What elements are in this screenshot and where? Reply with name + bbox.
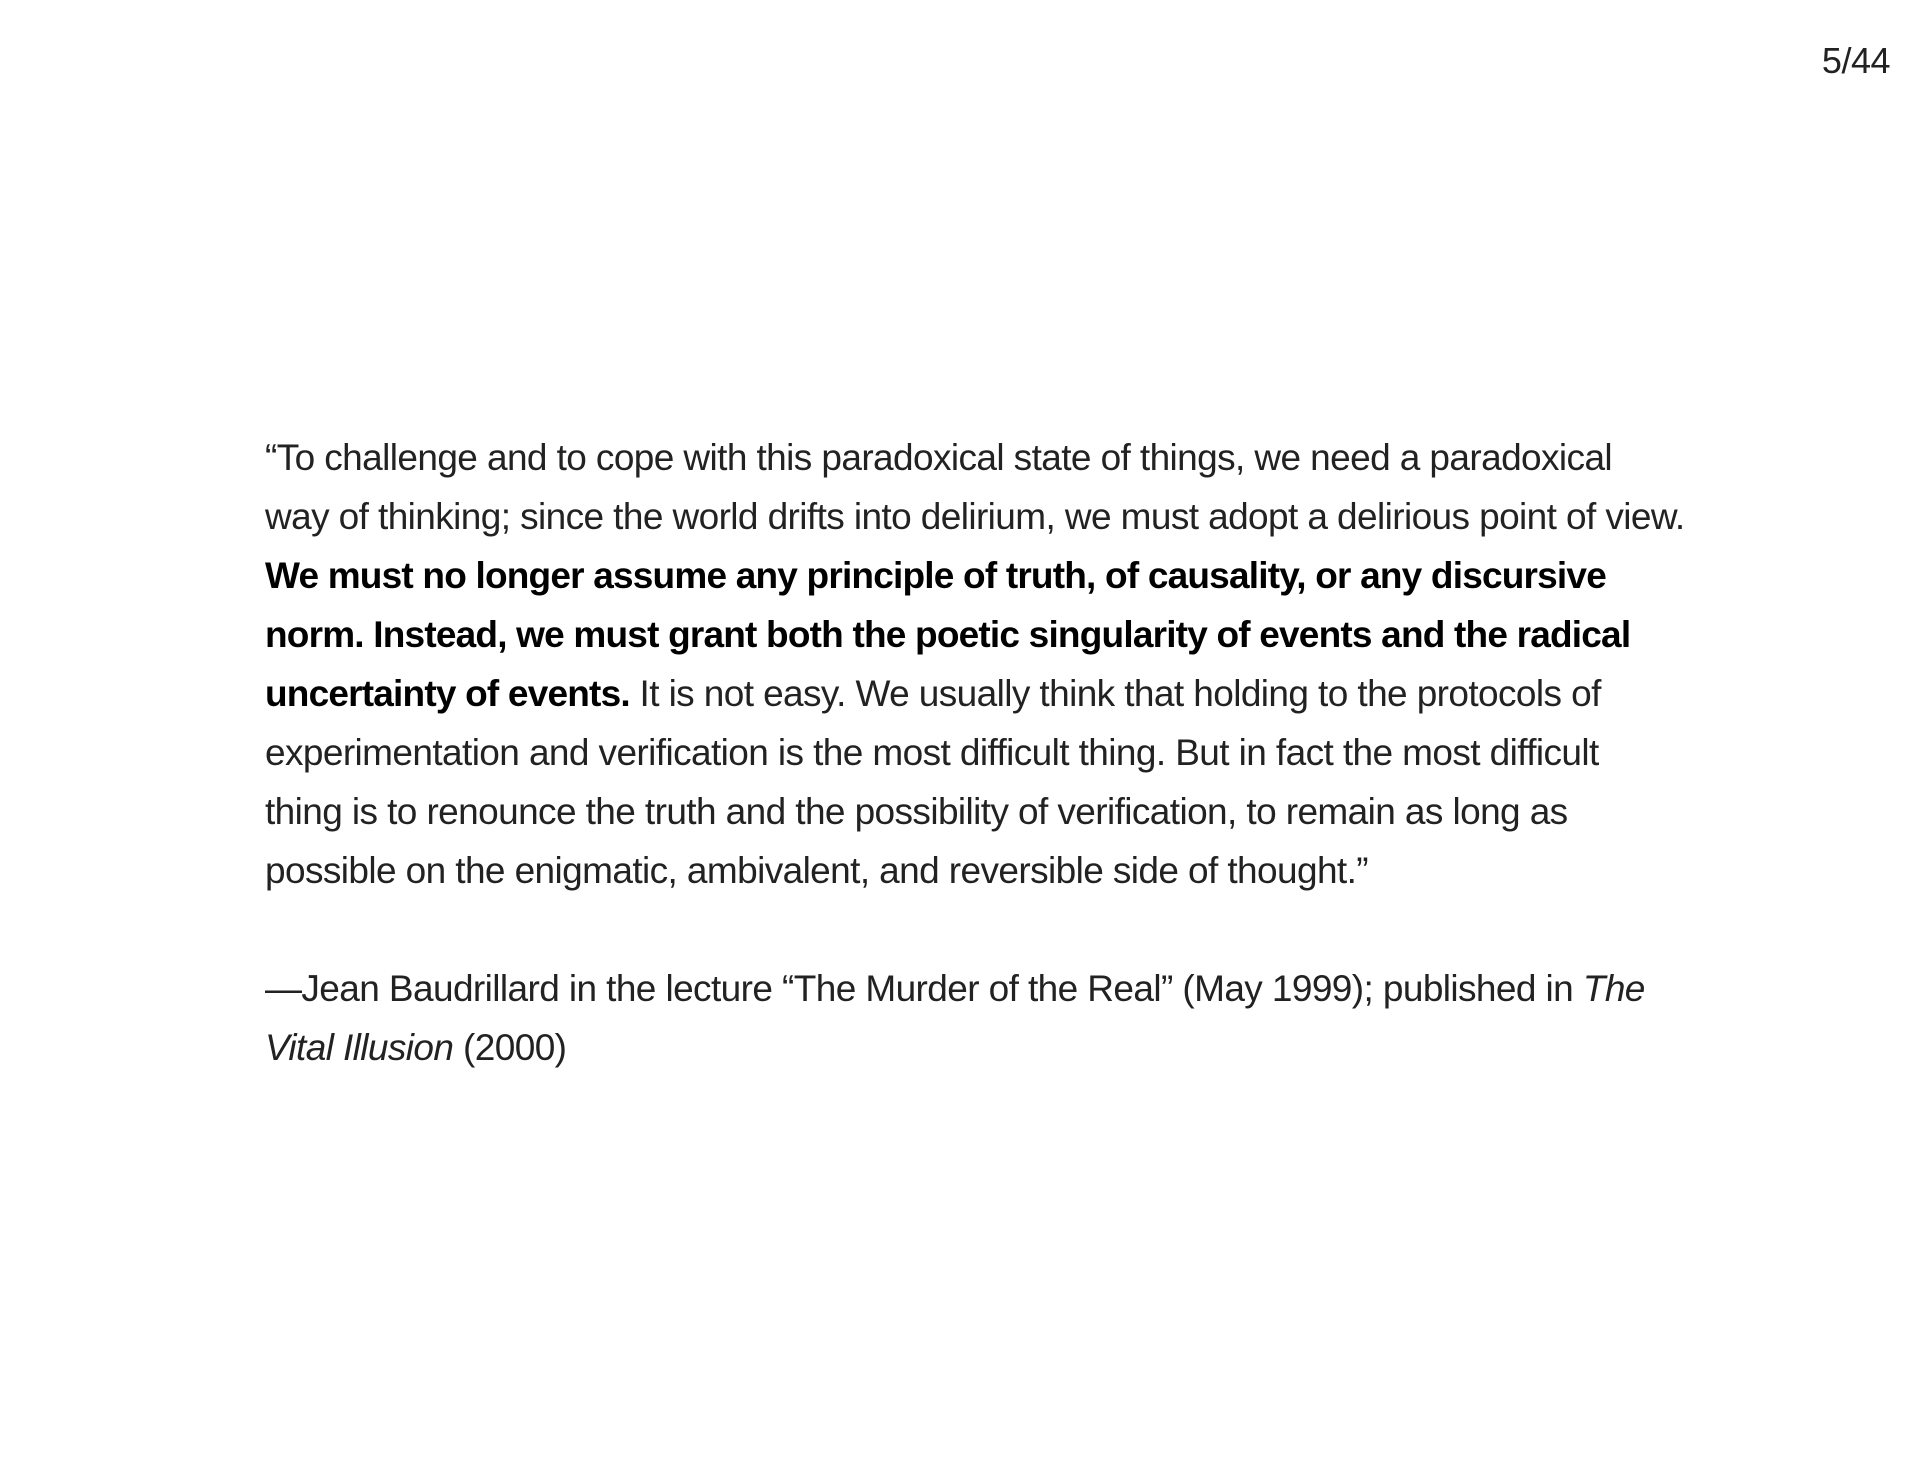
page-number: 5/44 bbox=[1821, 40, 1890, 81]
attribution-year: (2000) bbox=[453, 1027, 567, 1068]
attribution-source: —Jean Baudrillard in the lecture “The Murder of the Real” (May 1999); published in bbox=[265, 968, 1583, 1009]
slide-content bbox=[265, 428, 1685, 1077]
book-title: The Vital Illusion bbox=[265, 968, 1645, 1068]
quote-paragraph bbox=[265, 428, 1685, 900]
quote-text-bold: We must no longer assume any principle of truth, of causality, or any discursive norm. Instead, we must grant both the poetic singularity of events and the radical uncertainty of events. bbox=[265, 555, 1631, 714]
quote-text-conclusion: It is not easy. We usually think that holding to the protocols of experimentation and verification is the most difficult thing. But in fact the most difficult thing is to renounce the truth and the possibility of verification, to remain as long as possible on the enigmatic, ambivalent, and reversible side of thought.” bbox=[265, 673, 1601, 891]
quote-text-intro: “To challenge and to cope with this paradoxical state of things, we need a paradoxical way of thinking; since the world drifts into delirium, we must adopt a delirious point of view. bbox=[265, 437, 1685, 537]
quote-attribution bbox=[265, 959, 1685, 1077]
